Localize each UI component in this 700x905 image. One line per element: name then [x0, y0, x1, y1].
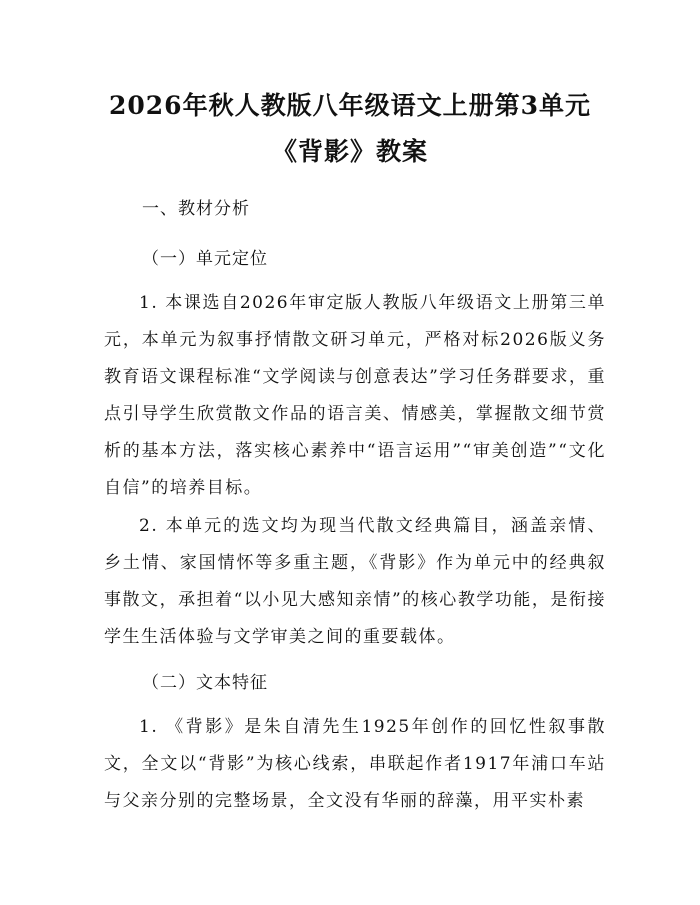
subsection-heading-text-features: （二）文本特征 [142, 673, 268, 693]
paragraph-unit-position-2: 2. 本单元的选文均为现当代散文经典篇目，涵盖亲情、乡土情、家国情怀等多重主题，《背影》作为单元中的经典叙事散文，承担着“以小见大感知亲情”的核心教学功能，是衔接学生生活体验与文学审美之间的重要载体。 [104, 516, 606, 647]
paragraph-unit-position-1: 1. 本课选自2026年审定版人教版八年级语文上册第三单元，本单元为叙事抒情散文研习单元，严格对标2026版义务教育语文课程标准“文学阅读与创意表达”学习任务群要求，重点引导学生欣赏散文作品的语言美、情感美，掌握散文细节赏析的基本方法，落实核心素养中“语言运用”“审美创造”“文化自信”的培养目标。 [104, 293, 606, 498]
document-title-line-2: 《背影》教案 [271, 137, 428, 166]
section-heading-teaching-material-analysis: 一、教材分析 [142, 199, 250, 219]
document-title-line-1: 2026年秋人教版八年级语文上册第3单元 [109, 91, 591, 120]
subsection-heading-unit-position: （一）单元定位 [142, 249, 268, 269]
paragraph-text-features-1: 1. 《背影》是朱自清先生1925年创作的回忆性叙事散文，全文以“背影”为核心线索，串联起作者1917年浦口车站与父亲分别的完整场景，全文没有华丽的辞藻，用平实朴素 [104, 717, 606, 811]
